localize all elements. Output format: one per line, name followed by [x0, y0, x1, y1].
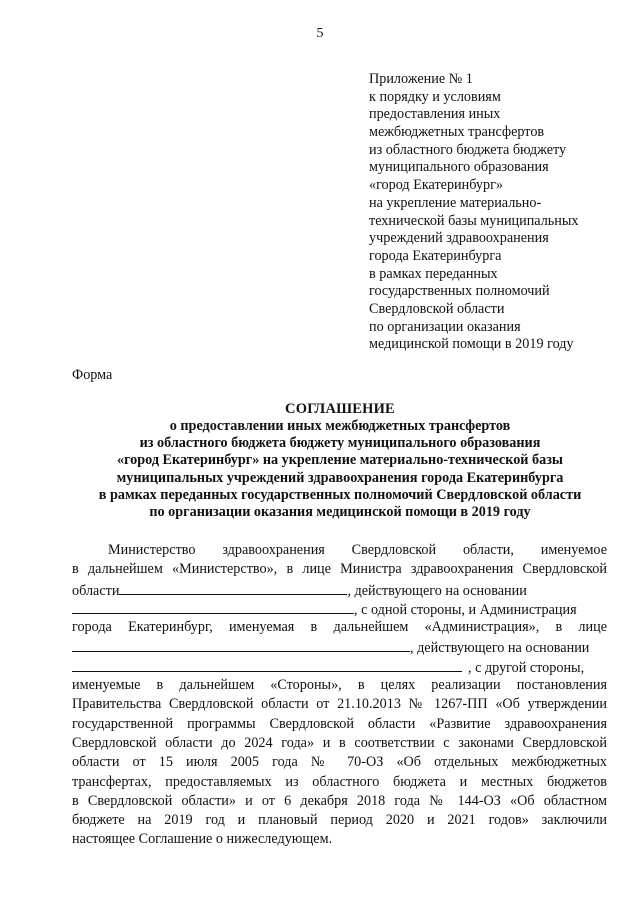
subtitle-line: о предоставлении иных межбюджетных трансфертов [169, 418, 511, 434]
body-line [72, 580, 607, 599]
appendix-line: технической базы муниципальных [369, 212, 579, 229]
body-line: именуемые в дальнейшем «Стороны», в целях реализации постановления [72, 677, 607, 694]
body-line: настоящее Соглашение о нижеследующем. [72, 831, 333, 848]
body-line: Министерство здравоохранения Свердловской области, именуемое [108, 542, 607, 558]
appendix-line: муниципального образования [369, 159, 549, 176]
body-line: Правительства Свердловской области от 21.10.2013 № 1267-ПП «Об утверждении [72, 696, 607, 713]
basis-blank [72, 657, 462, 672]
body-line: трансфертах, предоставляемых из областного бюджета и местных бюджетов [72, 773, 607, 790]
appendix-block [369, 71, 629, 354]
body-text-fragment: области [72, 582, 120, 599]
body-text-fragment: , действующего на основании [347, 582, 527, 599]
appendix-line: города Екатеринбурга [369, 247, 502, 264]
body-line: государственной программы Свердловской области «Развитие здравоохранения [72, 715, 607, 732]
body-line: в дальнейшем «Министерство», в лице Министра здравоохранения Свердловской [72, 561, 607, 578]
appendix-line: в рамках переданных [369, 265, 498, 282]
body-text-fragment: , действующего на основании [410, 640, 590, 657]
body-line [72, 599, 607, 618]
appendix-line: по организации оказания [369, 318, 521, 335]
subtitle-line: из областного бюджета бюджету муниципального образования [139, 435, 541, 452]
appendix-line: Приложение № 1 [369, 71, 473, 87]
subtitle-line: в рамках переданных государственных полномочий Свердловской области [98, 486, 582, 503]
body-line: бюджете на 2019 год и плановый период 2020 и 2021 годов» заключили [72, 812, 607, 829]
appendix-line: к порядку и условиям [369, 88, 501, 105]
basis-blank [72, 599, 354, 614]
appendix-line: Свердловской области [369, 300, 505, 317]
subtitle-line: муниципальных учреждений здравоохранения города Екатеринбурга [116, 469, 564, 486]
body-line [72, 637, 607, 656]
signatory-blank [119, 580, 347, 595]
page-number: 5 [316, 26, 324, 41]
body-line: города Екатеринбург, именуемая в дальнейшем «Администрация», в лице [72, 619, 607, 636]
body-line: области от 15 июля 2005 года № 70-ОЗ «Об отдельных межбюджетных [72, 754, 607, 771]
appendix-line: на укрепление материально- [369, 194, 542, 211]
form-label: Форма [72, 367, 113, 383]
appendix-line: межбюджетных трансфертов [369, 124, 545, 141]
body-line: в Свердловской области» и от 6 декабря 2018 года № 144-ОЗ «Об областном [72, 792, 607, 809]
subtitle-line: по организации оказания медицинской помощи в 2019 году [149, 503, 531, 520]
body-line [72, 657, 607, 676]
body-line: Свердловской области до 2024 года» и в соответствии с законами Свердловской [72, 734, 607, 751]
document-title: СОГЛАШЕНИЕ [285, 401, 395, 417]
subtitle-line: «город Екатеринбург» на укрепление материально-технической базы [116, 452, 563, 469]
document-subtitle [20, 418, 640, 521]
appendix-line: медицинской помощи в 2019 году [369, 336, 574, 353]
agreement-preamble [72, 541, 607, 850]
signatory-blank [72, 637, 410, 652]
appendix-line: предоставления иных [369, 106, 501, 123]
appendix-line: из областного бюджета бюджету [369, 141, 567, 158]
body-text-fragment: , с другой стороны, [468, 659, 585, 676]
appendix-line: «город Екатеринбург» [369, 177, 504, 194]
appendix-line: государственных полномочий [369, 283, 550, 300]
body-text-fragment: , с одной стороны, и Администрация [354, 601, 577, 618]
appendix-line: учреждений здравоохранения [369, 230, 549, 247]
